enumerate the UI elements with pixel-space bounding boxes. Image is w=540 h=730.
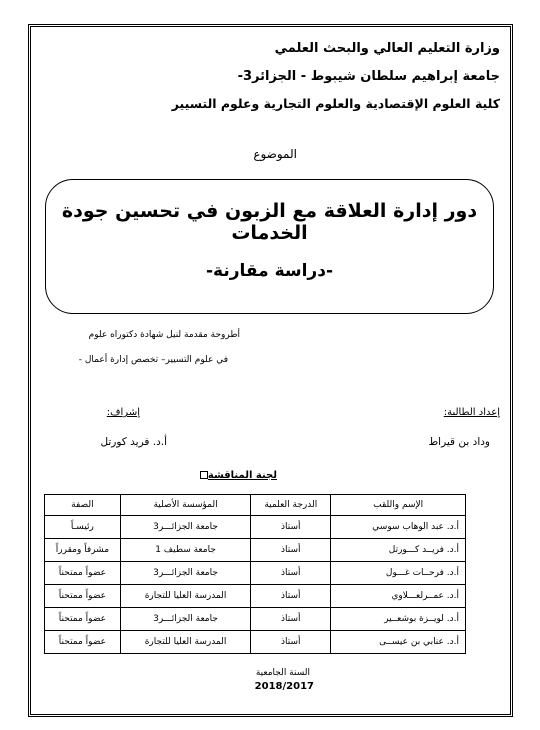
member-rank: أستاذ — [251, 516, 331, 539]
member-rank: أستاذ — [251, 585, 331, 608]
member-name: أ.د. فرحــات غـــول — [331, 562, 466, 585]
member-name: أ.د. عنابي بن عيســى — [331, 631, 466, 654]
table-row — [45, 608, 466, 631]
university-name: جامعة إبراهيم سلطان شيبوط - الجزائر3- — [237, 69, 500, 84]
subject-label: الموضوع — [253, 147, 297, 161]
committee-heading — [198, 470, 277, 481]
header-name: الإسم واللقب — [331, 495, 466, 516]
member-role: عضواً ممتحناً — [45, 585, 121, 608]
member-rank: أستاذ — [251, 539, 331, 562]
academic-year-value: 2018/2017 — [254, 681, 314, 692]
ministry-name: وزارة التعليم العالي والبحث العلمي — [274, 41, 500, 56]
header-institution: المؤسسة الأصلية — [120, 495, 251, 516]
member-role: مشرفاً ومقرراً — [45, 539, 121, 562]
member-rank: أستاذ — [251, 631, 331, 654]
table-row — [45, 516, 466, 539]
member-institution: جامعة الجزائـــر3 — [120, 608, 251, 631]
supervisor-name: أ.د. فريد كورتل — [100, 436, 167, 448]
member-role: رئيسـاً — [45, 516, 121, 539]
prepared-name: وداد بن قيراط — [428, 436, 490, 448]
prepared-label: إعداد الطالبة: — [443, 407, 500, 418]
member-rank: أستاذ — [251, 608, 331, 631]
thesis-line-2: في علوم التسيير– تخصص إدارة أعمال - — [78, 355, 228, 365]
checkbox-icon — [200, 471, 208, 479]
committee-label: لجنة المناقشة — [207, 470, 277, 481]
faculty-name: كلية العلوم الإقتصادية والعلوم التجارية وعلوم التسيير — [171, 96, 500, 111]
header-rank: الدرجة العلمية — [251, 495, 331, 516]
table-row — [45, 631, 466, 654]
member-name: أ.د. عمــرلعـــلاوي — [331, 585, 466, 608]
member-name: أ.د. فريــد كـــورتل — [331, 539, 466, 562]
thesis-subtitle: -دراسة مقارنة- — [205, 261, 334, 281]
thesis-line-1: أطروحة مقدمة لنيل شهادة دكتوراه علوم — [88, 330, 240, 340]
member-role: عضواً ممتحناً — [45, 631, 121, 654]
member-role: عضواً ممتحناً — [45, 562, 121, 585]
member-institution: المدرسة العليا للتجارة — [120, 585, 251, 608]
member-role: عضواً ممتحناً — [45, 608, 121, 631]
member-rank: أستاذ — [251, 562, 331, 585]
member-name: أ.د. لويــزة بوشعــير — [331, 608, 466, 631]
thesis-title: دور إدارة العلاقة مع الزبون في تحسين جودة الخدمات — [61, 200, 478, 244]
table-header-row — [45, 495, 466, 516]
committee-table — [44, 494, 466, 654]
header-role: الصفة — [45, 495, 121, 516]
member-institution: جامعة الجزائـــر3 — [120, 516, 251, 539]
title-box — [45, 179, 494, 314]
table-row — [45, 585, 466, 608]
table-row — [45, 539, 466, 562]
academic-year-label: السنة الجامعية — [255, 668, 310, 678]
member-institution: جامعة سطيف 1 — [120, 539, 251, 562]
supervisor-label: إشراف: — [106, 407, 140, 418]
table-row — [45, 562, 466, 585]
member-name: أ.د. عبد الوهاب سوسي — [331, 516, 466, 539]
member-institution: المدرسة العليا للتجارة — [120, 631, 251, 654]
member-institution: جامعة الجزائـــر3 — [120, 562, 251, 585]
